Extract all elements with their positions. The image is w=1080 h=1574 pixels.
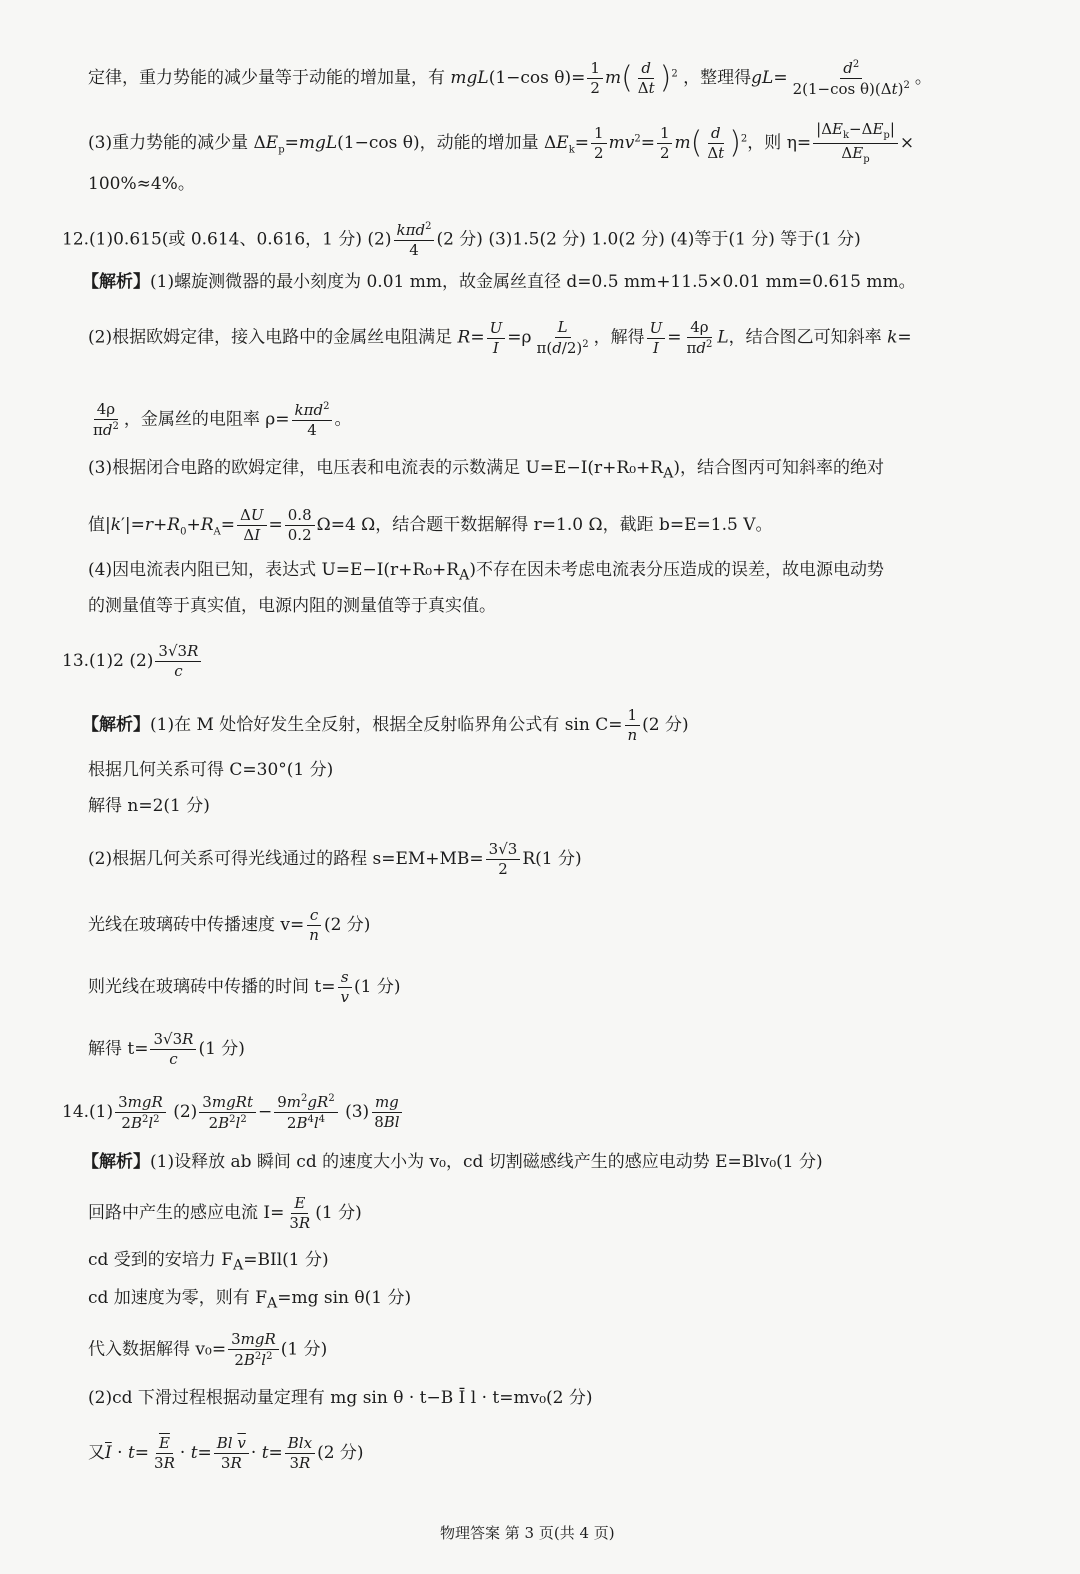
page-footer: 物理答案 第 3 页(共 4 页) [440, 1524, 615, 1542]
q12-s2-c: ，结合图乙可知斜率 [728, 327, 882, 348]
q14-s4 [88, 1290, 411, 1311]
q13-s5-line: 光线在玻璃砖中传播速度 v= $\frac{c}{n}$ (2 分) [88, 906, 371, 944]
q13-s5-a: 光线在玻璃砖中传播速度 v= [88, 915, 305, 935]
q12-s3-a: (3)根据闭合电路的欧姆定律，电压表和电流表的示数满足 $U=E-I(r+R_0+R_A)$，结合图丙可知斜率的绝对 [88, 458, 884, 482]
q13-s4-b: R(1 分) [522, 849, 582, 869]
q11-l2-text-b: ，动能的增加量 [419, 133, 539, 153]
q11-l2-text-c: ，则 [747, 133, 782, 153]
q13-s5-b: (2 分) [323, 915, 371, 935]
q12-answer: 12.(1)0.615(或 0.614、0.616，1 分) [62, 229, 363, 250]
q12-s3-line1 [88, 460, 884, 481]
q12-answer-rest: (3)1.5(2 分) 1.0(2 分) (4)等于(1 分) 等于(1 分) [488, 229, 861, 250]
q14-s2-a: 回路中产生的感应电流 I= [88, 1203, 285, 1223]
q14-s4-text: cd 加速度为零，则有 $F_A=mg$ sin θ(1 分) [88, 1288, 412, 1312]
q12-s2-line: (2)根据欧姆定律，接入电路中的金属丝电阻满足 R= $\frac{U}{I}$ =ρ $\frac{L}{\pi(d/2)^2}$ ，解得 $\frac{U}{I}$ = $\frac{4\rho}{\pi d^2}$ L，结合图乙可知斜率 k= [88, 318, 912, 357]
q14-s3 [88, 1252, 329, 1273]
q12-s1-line [82, 274, 916, 291]
q12-s2-b: ，解得 [593, 327, 645, 348]
q11-l2-text-a: (3)重力势能的减少量 [88, 133, 249, 153]
q14-s1: (1)设释放 ab 瞬间 cd 的速度大小为 v₀，cd 切割磁感线产生的感应电动势 E=Blv₀(1 分) [150, 1152, 823, 1172]
q13-s7-a: 解得 t= [88, 1039, 149, 1059]
q11-line3: 100%≈4%。 [88, 174, 195, 194]
q12-answer-2-score: (2 分) [436, 229, 483, 250]
q13-answer-line: 13.(1)2 (2) $\frac{3√3R}{c}$ [62, 644, 203, 679]
q13-s6-line: 则光线在玻璃砖中传播的时间 t= $\frac{s}{v}$ (1 分) [88, 968, 401, 1006]
q12-s3-line2: 值$|k'|=r+R_0+R_A=$ $\frac{\Delta U}{\Delta I}$ = $\frac{0.8}{0.2}$ Ω=4 Ω，结合题干数据解得 r=1.0 Ω，截距 b=E=1.5 V。 [88, 506, 773, 544]
q14-s3-text: cd 受到的安培力 $F_A=BIl(1$ 分) [88, 1250, 329, 1274]
q14-answer-c: (3) [345, 1102, 370, 1122]
q14-s5-a: 代入数据解得 v₀= [88, 1339, 227, 1360]
analysis-tag: 【解析】 [82, 272, 150, 292]
q12-s4-line2: 的测量值等于真实值，电源内阻的测量值等于真实值。 [88, 596, 496, 616]
q13-s1-b: (2 分) [642, 715, 689, 735]
q14-s6: (2)cd 下滑过程根据动量定理有 mg sin θ · t−B Ī l · t=mv₀(2 分) [88, 1388, 593, 1408]
q13-s1-a: (1)在 M 处恰好发生全反射，根据全反射临界角公式有 sin C= [150, 715, 623, 735]
q12-s1: (1)螺旋测微器的最小刻度为 0.01 mm，故金属丝直径 d=0.5 mm+11.5×0.01 mm=0.615 mm。 [150, 272, 916, 292]
q14-answer-b: (2) [173, 1102, 198, 1122]
q11-l1-text-a: 定律，重力势能的减少量等于动能的增加量，有 [88, 68, 445, 88]
q13-s7-b: (1 分) [198, 1039, 245, 1059]
q14-s7-line: 又$\overline{I} \cdot t=$ $\frac{\overline{E}}{3R}$ · t= $\frac{Bl \overline{v}}{3R}$ · t= Blx 3R (2 分) [88, 1434, 364, 1472]
q13-answer: 13.(1)2 (2) [62, 651, 154, 671]
q13-s7-line: 解得 t= $\frac{3√3R}{c}$ (1 分) [88, 1030, 245, 1068]
q14-s2-line: 回路中产生的感应电流 I= $\frac{E}{3R}$ (1 分) [88, 1194, 362, 1232]
q14-s5-line: 代入数据解得 v₀= 3mgR $2B^2l^2$ (1 分) [88, 1330, 328, 1369]
q14-s7-b: (2 分) [317, 1443, 364, 1463]
q12-s4-line1: (4)因电流表内阻已知，表达式 $U=E-I(r+R_0+R_A)$不存在因未考虑电流表分压造成的误差，故电源电动势 [88, 560, 884, 584]
q12-s2-a: (2)根据欧姆定律，接入电路中的金属丝电阻满足 [88, 327, 453, 348]
q14-s5-b: (1 分) [280, 1339, 328, 1360]
q11-line1: 定律，重力势能的减少量等于动能的增加量，有 mgL(1−cos θ)= $\frac{1}{2}$ m( $\frac{d}{\Delta t}$ )$^2$ ，整理得gL= $\frac{d^2}{2(1-\cos \theta)(\Delta t)^2}$ 。 [88, 59, 932, 98]
q11-l1-text-b: ，整理得 [683, 68, 752, 88]
q13-s4-a: (2)根据几何关系可得光线通过的路程 s=EM+MB= [88, 849, 484, 869]
q13-s1-line: 【解析】(1)在 M 处恰好发生全反射，根据全反射临界角公式有 sin C= $\frac{1}{n}$ (2 分) [82, 706, 689, 744]
q11-line2: (3)重力势能的减少量 $\Delta E_p=mgL(1-\cos$ θ)，动能的增加量 $\Delta E_k=$ $\frac{1}{2}$ $mv^2=$ $\frac{1}{2}$ m( $\frac{d}{\Delta t}$ )$^2$，则 η= $|\Delta E_k-\Delta E_p|$ $\Delta E_p$ × [88, 120, 915, 165]
q12-s3-b: ，结合题干数据解得 r=1.0 Ω，截距 b=E=1.5 V。 [375, 515, 773, 535]
q14-s7-a: 又 [88, 1443, 105, 1463]
q13-s2: 根据几何关系可得 C=30°(1 分) [88, 760, 334, 780]
q13-s4-line: (2)根据几何关系可得光线通过的路程 s=EM+MB= $\frac{3√3}{2}$ R(1 分) [88, 840, 582, 878]
q12-answer-line: 12.(1)0.615(或 0.614、0.616，1 分) (2) kπd$^2$ 4 (2 分) (3)1.5(2 分) 1.0(2 分) (4)等于(1 分) 等于(1 分) [62, 221, 861, 259]
q14-answer-line: 14.(1) 3mgR $2B^2l^2$ (2) 3mgRt $2B^2l^2$ − $\frac{9m^2gR^2}{2B^4l^4}$ (3) $\frac{mg}{8Bl}$ [62, 1094, 405, 1131]
q14-s2-b: (1 分) [315, 1203, 362, 1223]
q13-s6-a: 则光线在玻璃砖中传播的时间 t= [88, 977, 336, 997]
analysis-tag: 【解析】 [82, 715, 150, 735]
analysis-tag: 【解析】 [82, 1152, 150, 1172]
q12-s2-cont: $\frac{4\rho}{\pi d^2}$ ，金属丝的电阻率 ρ= kπd$^2$ 4 。 [93, 400, 352, 439]
q13-s3: 解得 n=2(1 分) [88, 796, 210, 816]
q14-answer-a: 14.(1) [62, 1102, 114, 1122]
q14-s1-line [82, 1154, 823, 1171]
q13-s6-b: (1 分) [353, 977, 401, 997]
q12-s2-d: ，金属丝的电阻率 [123, 409, 260, 430]
